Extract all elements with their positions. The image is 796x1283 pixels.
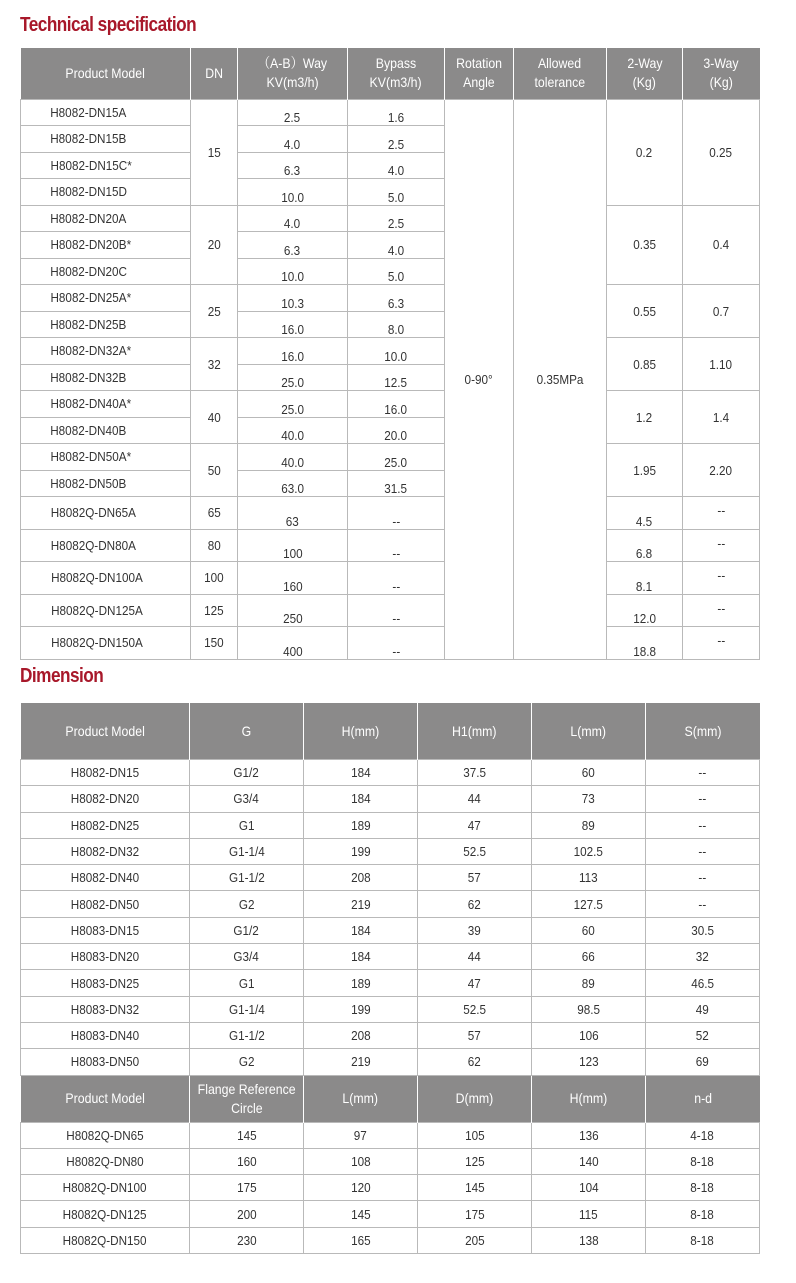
dim-header-h1: H1(mm) bbox=[418, 703, 532, 760]
dimension-value-cell: 120 bbox=[304, 1175, 418, 1201]
dimension-value-cell: 52.5 bbox=[418, 838, 532, 864]
spec-kv-cell: 25.0 bbox=[238, 364, 348, 391]
dimension-value-cell: G1-1/2 bbox=[190, 865, 304, 891]
spec-dn-cell: 20 bbox=[191, 205, 238, 285]
dimension-row bbox=[21, 1022, 760, 1048]
spec-kv-cell: 4.0 bbox=[238, 205, 348, 232]
technical-specification-table bbox=[20, 48, 760, 660]
header-two-way-kg: 2-Way (Kg) bbox=[607, 48, 683, 99]
dimension-row bbox=[21, 917, 760, 943]
spec-bypass-cell: -- bbox=[348, 562, 445, 595]
dimension-row bbox=[21, 865, 760, 891]
dimension-value-cell: 8-18 bbox=[646, 1175, 760, 1201]
dimension-value-cell: G1/2 bbox=[190, 917, 304, 943]
spec-dn-cell: 32 bbox=[191, 338, 238, 391]
dimension-value-cell: 199 bbox=[304, 838, 418, 864]
dimension-value-cell: 113 bbox=[532, 865, 646, 891]
dimension-value-cell: 73 bbox=[532, 786, 646, 812]
dimension-value-cell: 32 bbox=[646, 944, 760, 970]
dimension-value-cell: G3/4 bbox=[190, 786, 304, 812]
dimension-value-cell: 108 bbox=[304, 1148, 418, 1174]
spec-kv-cell: 10.0 bbox=[238, 258, 348, 285]
spec-row bbox=[21, 529, 760, 562]
spec-model-cell: H8082-DN50B bbox=[21, 470, 191, 497]
dimension-value-cell: 47 bbox=[418, 970, 532, 996]
spec-model-cell: H8082-DN20C bbox=[21, 258, 191, 285]
spec-dn-cell: 25 bbox=[191, 285, 238, 338]
spec-bypass-cell: 16.0 bbox=[348, 391, 445, 418]
spec-bypass-cell: 1.6 bbox=[348, 99, 445, 126]
dimension-value-cell: 123 bbox=[532, 1049, 646, 1075]
spec-bypass-cell: 5.0 bbox=[348, 179, 445, 206]
dimension-value-cell: 145 bbox=[304, 1201, 418, 1227]
dimension-value-cell: G3/4 bbox=[190, 944, 304, 970]
spec-row bbox=[21, 205, 760, 232]
spec-model-cell: H8082-DN40B bbox=[21, 417, 191, 444]
spec-model-cell: H8082-DN25A* bbox=[21, 285, 191, 312]
dimension-value-cell: 89 bbox=[532, 812, 646, 838]
spec-model-cell: H8082-DN40A* bbox=[21, 391, 191, 418]
dimension-value-cell: 4-18 bbox=[646, 1122, 760, 1148]
header-allowed-tolerance: Allowed tolerance bbox=[514, 48, 607, 99]
spec-kv-cell: 10.3 bbox=[238, 285, 348, 312]
dimension-value-cell: G1/2 bbox=[190, 760, 304, 786]
dimension-value-cell: G1-1/2 bbox=[190, 1022, 304, 1048]
spec-three-way-weight-cell: 0.25 bbox=[683, 99, 760, 205]
dimension-value-cell: 46.5 bbox=[646, 970, 760, 996]
spec-model-cell: H8082-DN15A bbox=[21, 99, 191, 126]
spec-two-way-weight-cell: 1.2 bbox=[607, 391, 683, 444]
dimension-value-cell: 66 bbox=[532, 944, 646, 970]
spec-model-cell: H8082-DN25B bbox=[21, 311, 191, 338]
spec-three-way-weight-cell: -- bbox=[683, 627, 760, 660]
dim-header-g: G bbox=[190, 703, 304, 760]
dimension-value-cell: 219 bbox=[304, 891, 418, 917]
dimension-value-cell: 127.5 bbox=[532, 891, 646, 917]
dimension-value-cell: 37.5 bbox=[418, 760, 532, 786]
dimension-model-cell: H8082-DN40 bbox=[21, 865, 190, 891]
spec-bypass-cell: 4.0 bbox=[348, 152, 445, 179]
spec-kv-cell: 40.0 bbox=[238, 444, 348, 471]
dimension-row bbox=[21, 970, 760, 996]
spec-kv-cell: 160 bbox=[238, 562, 348, 595]
spec-bypass-cell: 4.0 bbox=[348, 232, 445, 259]
spec-two-way-weight-cell: 0.85 bbox=[607, 338, 683, 391]
spec-model-cell: H8082Q-DN125A bbox=[21, 594, 191, 627]
dimension-value-cell: -- bbox=[646, 891, 760, 917]
spec-two-way-weight-cell: 0.2 bbox=[607, 99, 683, 205]
dimension-value-cell: 184 bbox=[304, 786, 418, 812]
dimension-value-cell: 184 bbox=[304, 917, 418, 943]
spec-two-way-weight-cell: 4.5 bbox=[607, 497, 683, 530]
dimension-value-cell: 140 bbox=[532, 1148, 646, 1174]
dim-header-h: H(mm) bbox=[304, 703, 418, 760]
spec-kv-cell: 16.0 bbox=[238, 311, 348, 338]
dimension-row bbox=[21, 1201, 760, 1227]
dimension-value-cell: 175 bbox=[418, 1201, 532, 1227]
dimension-value-cell: 230 bbox=[190, 1227, 304, 1253]
dimension-model-cell: H8083-DN32 bbox=[21, 996, 190, 1022]
dimension-value-cell: G2 bbox=[190, 891, 304, 917]
dimension-row bbox=[21, 944, 760, 970]
dimension-value-cell: -- bbox=[646, 838, 760, 864]
spec-three-way-weight-cell: -- bbox=[683, 562, 760, 595]
dimension-value-cell: 145 bbox=[190, 1122, 304, 1148]
dimension-value-cell: 160 bbox=[190, 1148, 304, 1174]
spec-dn-cell: 150 bbox=[191, 627, 238, 660]
spec-three-way-weight-cell: -- bbox=[683, 529, 760, 562]
spec-row bbox=[21, 562, 760, 595]
spec-model-cell: H8082-DN32A* bbox=[21, 338, 191, 365]
dimension-table bbox=[20, 703, 760, 1254]
spec-two-way-weight-cell: 6.8 bbox=[607, 529, 683, 562]
dimension-value-cell: 52.5 bbox=[418, 996, 532, 1022]
spec-dn-cell: 50 bbox=[191, 444, 238, 497]
spec-bypass-cell: 31.5 bbox=[348, 470, 445, 497]
dimension-value-cell: 62 bbox=[418, 1049, 532, 1075]
dimension-value-cell: 189 bbox=[304, 812, 418, 838]
spec-bypass-cell: 20.0 bbox=[348, 417, 445, 444]
dimension-value-cell: 165 bbox=[304, 1227, 418, 1253]
dimension-value-cell: 208 bbox=[304, 1022, 418, 1048]
spec-row bbox=[21, 338, 760, 365]
dimension-model-cell: H8082-DN50 bbox=[21, 891, 190, 917]
spec-dn-cell: 40 bbox=[191, 391, 238, 444]
dimension-model-cell: H8083-DN40 bbox=[21, 1022, 190, 1048]
spec-kv-cell: 10.0 bbox=[238, 179, 348, 206]
dimension-row bbox=[21, 1227, 760, 1253]
dimension-model-cell: H8083-DN20 bbox=[21, 944, 190, 970]
dimension-value-cell: G1 bbox=[190, 812, 304, 838]
spec-model-cell: H8082-DN15D bbox=[21, 179, 191, 206]
spec-two-way-weight-cell: 18.8 bbox=[607, 627, 683, 660]
spec-two-way-weight-cell: 1.95 bbox=[607, 444, 683, 497]
dimension-value-cell: 184 bbox=[304, 944, 418, 970]
dim-header-product-model: Product Model bbox=[21, 703, 190, 760]
dim2-header-flange-reference-circle: Flange Reference Circle bbox=[190, 1075, 304, 1122]
dimension-model-cell: H8082Q-DN100 bbox=[21, 1175, 190, 1201]
spec-bypass-cell: -- bbox=[348, 497, 445, 530]
spec-model-cell: H8082-DN20B* bbox=[21, 232, 191, 259]
header-product-model: Product Model bbox=[21, 48, 191, 99]
dimension-value-cell: 125 bbox=[418, 1148, 532, 1174]
spec-bypass-cell: 25.0 bbox=[348, 444, 445, 471]
dimension-model-cell: H8082-DN32 bbox=[21, 838, 190, 864]
dimension-body-threaded bbox=[21, 760, 760, 1076]
spec-section-title: Technical specification bbox=[20, 14, 197, 36]
dimension-value-cell: 30.5 bbox=[646, 917, 760, 943]
spec-body bbox=[21, 99, 760, 659]
dimension-value-cell: 105 bbox=[418, 1122, 532, 1148]
spec-kv-cell: 40.0 bbox=[238, 417, 348, 444]
dimension-value-cell: 184 bbox=[304, 760, 418, 786]
dimension-value-cell: -- bbox=[646, 812, 760, 838]
dim2-header-product-model: Product Model bbox=[21, 1075, 190, 1122]
spec-bypass-cell: 6.3 bbox=[348, 285, 445, 312]
spec-row bbox=[21, 391, 760, 418]
dimension-value-cell: 8-18 bbox=[646, 1201, 760, 1227]
spec-model-cell: H8082Q-DN80A bbox=[21, 529, 191, 562]
dimension-value-cell: 175 bbox=[190, 1175, 304, 1201]
dimension-flange-header bbox=[21, 1075, 760, 1122]
spec-two-way-weight-cell: 0.55 bbox=[607, 285, 683, 338]
dimension-value-cell: 57 bbox=[418, 1022, 532, 1048]
dimension-row bbox=[21, 891, 760, 917]
dimension-row bbox=[21, 812, 760, 838]
spec-three-way-weight-cell: 1.4 bbox=[683, 391, 760, 444]
spec-kv-cell: 6.3 bbox=[238, 232, 348, 259]
header-rotation-angle: Rotation Angle bbox=[445, 48, 514, 99]
dim2-header-d: D(mm) bbox=[418, 1075, 532, 1122]
spec-row bbox=[21, 497, 760, 530]
dimension-value-cell: G1-1/4 bbox=[190, 838, 304, 864]
dimension-value-cell: 145 bbox=[418, 1175, 532, 1201]
spec-kv-cell: 16.0 bbox=[238, 338, 348, 365]
dimension-row bbox=[21, 786, 760, 812]
spec-bypass-cell: 12.5 bbox=[348, 364, 445, 391]
dimension-value-cell: 60 bbox=[532, 917, 646, 943]
dimension-header-row-2 bbox=[21, 1075, 760, 1122]
spec-two-way-weight-cell: 12.0 bbox=[607, 594, 683, 627]
dimension-row bbox=[21, 996, 760, 1022]
spec-bypass-cell: 2.5 bbox=[348, 205, 445, 232]
header-three-way-kg: 3-Way (Kg) bbox=[683, 48, 760, 99]
dimension-model-cell: H8083-DN25 bbox=[21, 970, 190, 996]
spec-kv-cell: 25.0 bbox=[238, 391, 348, 418]
spec-model-cell: H8082-DN50A* bbox=[21, 444, 191, 471]
dimension-value-cell: 219 bbox=[304, 1049, 418, 1075]
spec-bypass-cell: 2.5 bbox=[348, 126, 445, 153]
dimension-value-cell: 97 bbox=[304, 1122, 418, 1148]
spec-model-cell: H8082-DN15B bbox=[21, 126, 191, 153]
dimension-value-cell: 69 bbox=[646, 1049, 760, 1075]
dimension-model-cell: H8082-DN20 bbox=[21, 786, 190, 812]
dimension-model-cell: H8083-DN50 bbox=[21, 1049, 190, 1075]
spec-dn-cell: 100 bbox=[191, 562, 238, 595]
spec-three-way-weight-cell: 1.10 bbox=[683, 338, 760, 391]
spec-three-way-weight-cell: -- bbox=[683, 594, 760, 627]
dimension-row bbox=[21, 1148, 760, 1174]
spec-three-way-weight-cell: -- bbox=[683, 497, 760, 530]
dimension-value-cell: 102.5 bbox=[532, 838, 646, 864]
dim2-header-h: H(mm) bbox=[532, 1075, 646, 1122]
dimension-value-cell: G1 bbox=[190, 970, 304, 996]
spec-model-cell: H8082Q-DN150A bbox=[21, 627, 191, 660]
spec-two-way-weight-cell: 0.35 bbox=[607, 205, 683, 285]
dimension-model-cell: H8082Q-DN80 bbox=[21, 1148, 190, 1174]
dimension-body-flanged bbox=[21, 1122, 760, 1253]
dimension-value-cell: 8-18 bbox=[646, 1148, 760, 1174]
spec-dn-cell: 15 bbox=[191, 99, 238, 205]
dimension-value-cell: 98.5 bbox=[532, 996, 646, 1022]
spec-kv-cell: 400 bbox=[238, 627, 348, 660]
dimension-value-cell: G1-1/4 bbox=[190, 996, 304, 1022]
spec-model-cell: H8082-DN20A bbox=[21, 205, 191, 232]
spec-model-cell: H8082-DN32B bbox=[21, 364, 191, 391]
dimension-value-cell: 47 bbox=[418, 812, 532, 838]
dimension-value-cell: -- bbox=[646, 786, 760, 812]
spec-kv-cell: 4.0 bbox=[238, 126, 348, 153]
dimension-value-cell: 115 bbox=[532, 1201, 646, 1227]
dimension-model-cell: H8082Q-DN150 bbox=[21, 1227, 190, 1253]
spec-bypass-cell: 8.0 bbox=[348, 311, 445, 338]
spec-kv-cell: 63.0 bbox=[238, 470, 348, 497]
dimension-model-cell: H8082Q-DN125 bbox=[21, 1201, 190, 1227]
dimension-value-cell: 44 bbox=[418, 786, 532, 812]
spec-kv-cell: 250 bbox=[238, 594, 348, 627]
spec-model-cell: H8082-DN15C* bbox=[21, 152, 191, 179]
dimension-model-cell: H8082-DN25 bbox=[21, 812, 190, 838]
dimension-value-cell: 8-18 bbox=[646, 1227, 760, 1253]
dimension-value-cell: 44 bbox=[418, 944, 532, 970]
dimension-value-cell: 39 bbox=[418, 917, 532, 943]
dimension-value-cell: 104 bbox=[532, 1175, 646, 1201]
dimension-row bbox=[21, 1175, 760, 1201]
spec-header-row bbox=[21, 48, 760, 99]
dimension-row bbox=[21, 838, 760, 864]
dim-header-s: S(mm) bbox=[646, 703, 760, 760]
spec-three-way-weight-cell: 2.20 bbox=[683, 444, 760, 497]
spec-bypass-cell: 10.0 bbox=[348, 338, 445, 365]
header-ab-way-kv: （A-B）Way KV(m3/h) bbox=[238, 48, 348, 99]
spec-kv-cell: 6.3 bbox=[238, 152, 348, 179]
dimension-value-cell: G2 bbox=[190, 1049, 304, 1075]
spec-allowed-tolerance-cell: 0.35MPa bbox=[514, 99, 607, 659]
spec-bypass-cell: 5.0 bbox=[348, 258, 445, 285]
dimension-row bbox=[21, 1122, 760, 1148]
dimension-row bbox=[21, 1049, 760, 1075]
spec-model-cell: H8082Q-DN65A bbox=[21, 497, 191, 530]
dimension-value-cell: 136 bbox=[532, 1122, 646, 1148]
dimension-section-title: Dimension bbox=[20, 665, 104, 687]
dimension-value-cell: -- bbox=[646, 865, 760, 891]
dimension-value-cell: 57 bbox=[418, 865, 532, 891]
dimension-value-cell: 106 bbox=[532, 1022, 646, 1048]
spec-dn-cell: 65 bbox=[191, 497, 238, 530]
spec-three-way-weight-cell: 0.4 bbox=[683, 205, 760, 285]
dimension-value-cell: 49 bbox=[646, 996, 760, 1022]
spec-bypass-cell: -- bbox=[348, 594, 445, 627]
spec-row bbox=[21, 444, 760, 471]
spec-row bbox=[21, 99, 760, 126]
dimension-value-cell: 62 bbox=[418, 891, 532, 917]
spec-bypass-cell: -- bbox=[348, 627, 445, 660]
spec-bypass-cell: -- bbox=[348, 529, 445, 562]
dimension-row bbox=[21, 760, 760, 786]
header-bypass-kv: Bypass KV(m3/h) bbox=[348, 48, 445, 99]
dimension-model-cell: H8083-DN15 bbox=[21, 917, 190, 943]
spec-model-cell: H8082Q-DN100A bbox=[21, 562, 191, 595]
spec-two-way-weight-cell: 8.1 bbox=[607, 562, 683, 595]
spec-rotation-angle-cell: 0-90° bbox=[445, 99, 514, 659]
spec-three-way-weight-cell: 0.7 bbox=[683, 285, 760, 338]
dimension-value-cell: 89 bbox=[532, 970, 646, 996]
dim-header-l: L(mm) bbox=[532, 703, 646, 760]
spec-dn-cell: 125 bbox=[191, 594, 238, 627]
spec-row bbox=[21, 627, 760, 660]
dim2-header-l: L(mm) bbox=[304, 1075, 418, 1122]
spec-row bbox=[21, 285, 760, 312]
spec-row bbox=[21, 594, 760, 627]
spec-kv-cell: 2.5 bbox=[238, 99, 348, 126]
dimension-value-cell: 138 bbox=[532, 1227, 646, 1253]
dimension-value-cell: 199 bbox=[304, 996, 418, 1022]
dimension-value-cell: 52 bbox=[646, 1022, 760, 1048]
dimension-value-cell: 189 bbox=[304, 970, 418, 996]
dimension-model-cell: H8082-DN15 bbox=[21, 760, 190, 786]
dim2-header-n-d: n-d bbox=[646, 1075, 760, 1122]
dimension-value-cell: -- bbox=[646, 760, 760, 786]
dimension-value-cell: 200 bbox=[190, 1201, 304, 1227]
dimension-header-row bbox=[21, 703, 760, 760]
dimension-value-cell: 208 bbox=[304, 865, 418, 891]
spec-kv-cell: 100 bbox=[238, 529, 348, 562]
dimension-model-cell: H8082Q-DN65 bbox=[21, 1122, 190, 1148]
spec-kv-cell: 63 bbox=[238, 497, 348, 530]
dimension-value-cell: 205 bbox=[418, 1227, 532, 1253]
header-dn: DN bbox=[191, 48, 238, 99]
dimension-value-cell: 60 bbox=[532, 760, 646, 786]
spec-dn-cell: 80 bbox=[191, 529, 238, 562]
